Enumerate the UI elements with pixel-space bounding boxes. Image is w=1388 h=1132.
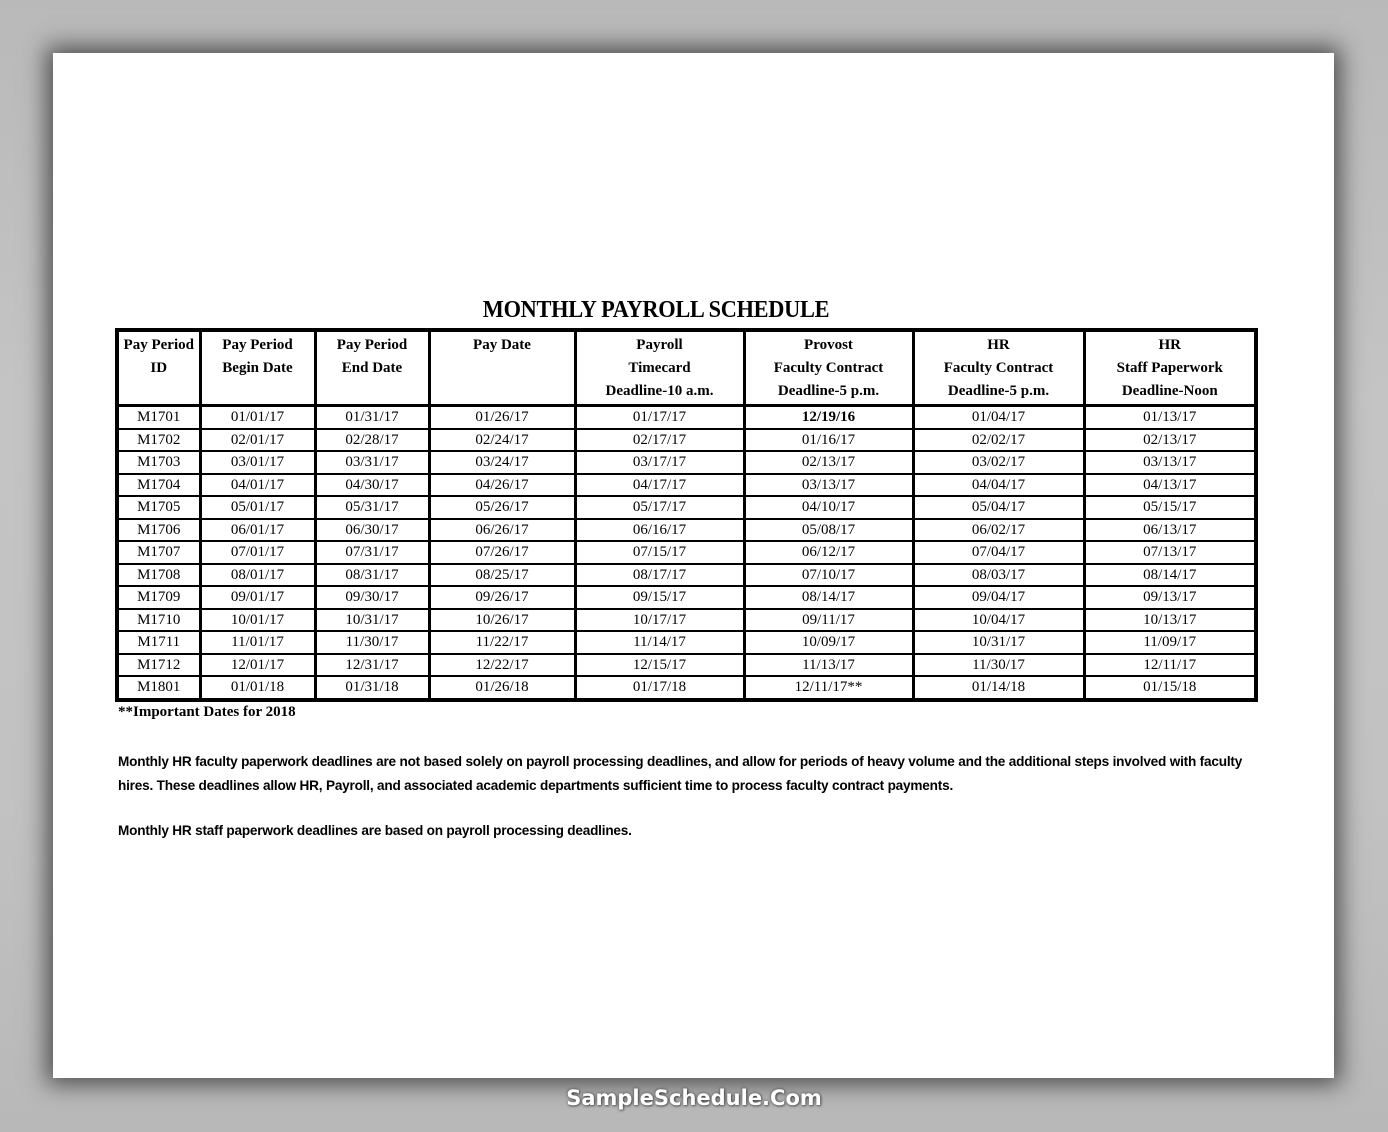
table-cell: 05/01/17 [200, 496, 315, 519]
table-cell: 06/12/17 [744, 541, 913, 564]
table-row [117, 631, 1256, 654]
table-row [117, 496, 1256, 519]
table-cell: 01/13/17 [1084, 406, 1256, 429]
table-cell: 01/26/18 [429, 676, 575, 700]
column-header-line: Provost [804, 337, 853, 353]
table-cell: 11/13/17 [744, 654, 913, 677]
table-cell: 01/04/17 [913, 406, 1084, 429]
table-cell: 05/31/17 [315, 496, 429, 519]
column-header-line: Begin Date [222, 360, 293, 376]
table-cell: 09/04/17 [913, 586, 1084, 609]
table-cell: 10/13/17 [1084, 609, 1256, 632]
table-cell: 05/04/17 [913, 496, 1084, 519]
table-row [117, 519, 1256, 542]
table-cell: 03/13/17 [1084, 451, 1256, 474]
table-cell: 07/31/17 [315, 541, 429, 564]
column-header-line: Pay Period [336, 337, 408, 353]
footnote: **Important Dates for 2018 [118, 704, 296, 720]
table-row [117, 654, 1256, 677]
table-cell: 11/09/17 [1084, 631, 1256, 654]
table-cell: 08/01/17 [200, 564, 315, 587]
watermark-text: SampleSchedule.Com [566, 1086, 822, 1110]
table-cell: 02/02/17 [913, 429, 1084, 452]
table-cell: 11/30/17 [315, 631, 429, 654]
table-cell: M1710 [117, 609, 200, 632]
table-cell: M1801 [117, 676, 200, 700]
table-cell: 10/09/17 [744, 631, 913, 654]
table-cell: 08/17/17 [575, 564, 744, 587]
table-cell: 05/08/17 [744, 519, 913, 542]
table-cell: 10/31/17 [913, 631, 1084, 654]
table-row [117, 474, 1256, 497]
table-cell: 07/26/17 [429, 541, 575, 564]
table-cell: 03/13/17 [744, 474, 913, 497]
table-cell: 07/15/17 [575, 541, 744, 564]
table-cell: 10/17/17 [575, 609, 744, 632]
table-cell: 01/26/17 [429, 406, 575, 429]
table-cell: 07/10/17 [744, 564, 913, 587]
payroll-schedule-table [115, 328, 1258, 702]
table-cell: M1703 [117, 451, 200, 474]
table-cell: 12/31/17 [315, 654, 429, 677]
paragraph-faculty-deadlines: Monthly HR faculty paperwork deadlines are not based solely on payroll processing deadlines, and allow for periods of heavy volume and the additional steps involved with faculty hires. These deadlines allow HR, Payroll, and associated academic departments sufficient time to process faculty contract payments. [118, 754, 1243, 793]
paragraph-staff-deadlines: Monthly HR staff paperwork deadlines are based on payroll processing deadlines. [118, 823, 632, 838]
table-cell: 06/16/17 [575, 519, 744, 542]
table-cell: 06/02/17 [913, 519, 1084, 542]
table-cell: 04/13/17 [1084, 474, 1256, 497]
table-cell: 05/15/17 [1084, 496, 1256, 519]
document-page [53, 53, 1334, 1078]
table-row [117, 586, 1256, 609]
table-cell: 03/17/17 [575, 451, 744, 474]
column-header-line: Deadline-Noon [1121, 383, 1218, 399]
table-cell: 04/01/17 [200, 474, 315, 497]
table-cell: 09/13/17 [1084, 586, 1256, 609]
table-cell: 09/26/17 [429, 586, 575, 609]
table-cell: M1707 [117, 541, 200, 564]
table-row [117, 541, 1256, 564]
column-header-line: Pay Period [222, 337, 293, 353]
table-cell: 08/14/17 [1084, 564, 1256, 587]
table-cell: 02/01/17 [200, 429, 315, 452]
table-cell: 10/04/17 [913, 609, 1084, 632]
table-row [117, 406, 1256, 429]
table-cell: M1711 [117, 631, 200, 654]
table-cell: 01/01/17 [200, 406, 315, 429]
column-header [315, 330, 429, 406]
table-cell: 04/30/17 [315, 474, 429, 497]
table-row [117, 429, 1256, 452]
table-cell: 04/26/17 [429, 474, 575, 497]
table-cell: 11/30/17 [913, 654, 1084, 677]
table-cell: 02/13/17 [744, 451, 913, 474]
table-cell: 10/26/17 [429, 609, 575, 632]
column-header [1084, 330, 1256, 406]
table-cell: 03/31/17 [315, 451, 429, 474]
table-cell: M1702 [117, 429, 200, 452]
table-cell: 09/30/17 [315, 586, 429, 609]
table-cell: 05/17/17 [575, 496, 744, 519]
table-cell: 12/01/17 [200, 654, 315, 677]
column-header-line: End Date [341, 360, 403, 376]
table-cell: 01/17/18 [575, 676, 744, 700]
column-header [913, 330, 1084, 406]
column-header [744, 330, 913, 406]
table-cell: 04/17/17 [575, 474, 744, 497]
table-cell: 06/30/17 [315, 519, 429, 542]
column-header-line: Pay Period [123, 337, 194, 353]
table-cell: 11/01/17 [200, 631, 315, 654]
column-header-line: Faculty Contract [943, 360, 1054, 376]
table-cell: M1705 [117, 496, 200, 519]
table-cell: 04/10/17 [744, 496, 913, 519]
table-header-row [117, 330, 1256, 406]
column-header [575, 330, 744, 406]
table-cell: 01/16/17 [744, 429, 913, 452]
column-header [429, 330, 575, 406]
table-cell: 10/01/17 [200, 609, 315, 632]
table-cell: 02/17/17 [575, 429, 744, 452]
column-header-line: ID [150, 360, 168, 376]
table-cell: 01/14/18 [913, 676, 1084, 700]
table-cell: 07/13/17 [1084, 541, 1256, 564]
table-cell: 03/02/17 [913, 451, 1084, 474]
table-cell: 09/11/17 [744, 609, 913, 632]
column-header [117, 330, 200, 406]
table-cell: 10/31/17 [315, 609, 429, 632]
table-cell: M1709 [117, 586, 200, 609]
table-cell: 12/19/16 [744, 406, 913, 429]
table-cell: M1708 [117, 564, 200, 587]
table-cell: 01/01/18 [200, 676, 315, 700]
table-cell: 07/04/17 [913, 541, 1084, 564]
column-header-line: Deadline-5 p.m. [947, 383, 1050, 399]
table-row [117, 676, 1256, 700]
table-cell: 03/24/17 [429, 451, 575, 474]
column-header-line: Staff Paperwork [1116, 360, 1223, 376]
table-cell: 02/28/17 [315, 429, 429, 452]
table-cell: 03/01/17 [200, 451, 315, 474]
table-cell: 06/01/17 [200, 519, 315, 542]
column-header-line: Faculty Contract [773, 360, 884, 376]
table-cell: 01/31/17 [315, 406, 429, 429]
table-cell: 06/26/17 [429, 519, 575, 542]
table-cell: 12/22/17 [429, 654, 575, 677]
column-header-line: Pay Date [473, 337, 531, 353]
table-cell: 09/01/17 [200, 586, 315, 609]
table-row [117, 609, 1256, 632]
table-cell: 06/13/17 [1084, 519, 1256, 542]
table-cell: 08/14/17 [744, 586, 913, 609]
table-row [117, 451, 1256, 474]
table-cell: 09/15/17 [575, 586, 744, 609]
table-cell: 01/17/17 [575, 406, 744, 429]
table-cell: 04/04/17 [913, 474, 1084, 497]
table-cell: M1712 [117, 654, 200, 677]
table-cell: 12/11/17 [1084, 654, 1256, 677]
table-cell: M1701 [117, 406, 200, 429]
table-cell: 01/15/18 [1084, 676, 1256, 700]
table-cell: 08/03/17 [913, 564, 1084, 587]
column-header [200, 330, 315, 406]
table-cell: 05/26/17 [429, 496, 575, 519]
table-cell: M1704 [117, 474, 200, 497]
table-cell: 08/31/17 [315, 564, 429, 587]
table-cell: 07/01/17 [200, 541, 315, 564]
table-row [117, 564, 1256, 587]
table-cell: 11/22/17 [429, 631, 575, 654]
table-cell: 12/15/17 [575, 654, 744, 677]
table-cell: 02/13/17 [1084, 429, 1256, 452]
column-header-line: Payroll [636, 337, 683, 353]
table-cell: 08/25/17 [429, 564, 575, 587]
column-header-line: Deadline-10 a.m. [605, 383, 714, 399]
column-header-line: HR [1158, 337, 1181, 353]
table-cell: M1706 [117, 519, 200, 542]
column-header-line: Deadline-5 p.m. [777, 383, 880, 399]
table-cell: 01/31/18 [315, 676, 429, 700]
table-cell: 02/24/17 [429, 429, 575, 452]
column-header-line: HR [987, 337, 1010, 353]
table-cell: 11/14/17 [575, 631, 744, 654]
table-cell: 12/11/17** [744, 676, 913, 700]
column-header-line: Timecard [628, 360, 691, 376]
table-body [117, 406, 1256, 700]
document-title: MONTHLY PAYROLL SCHEDULE [482, 297, 830, 323]
